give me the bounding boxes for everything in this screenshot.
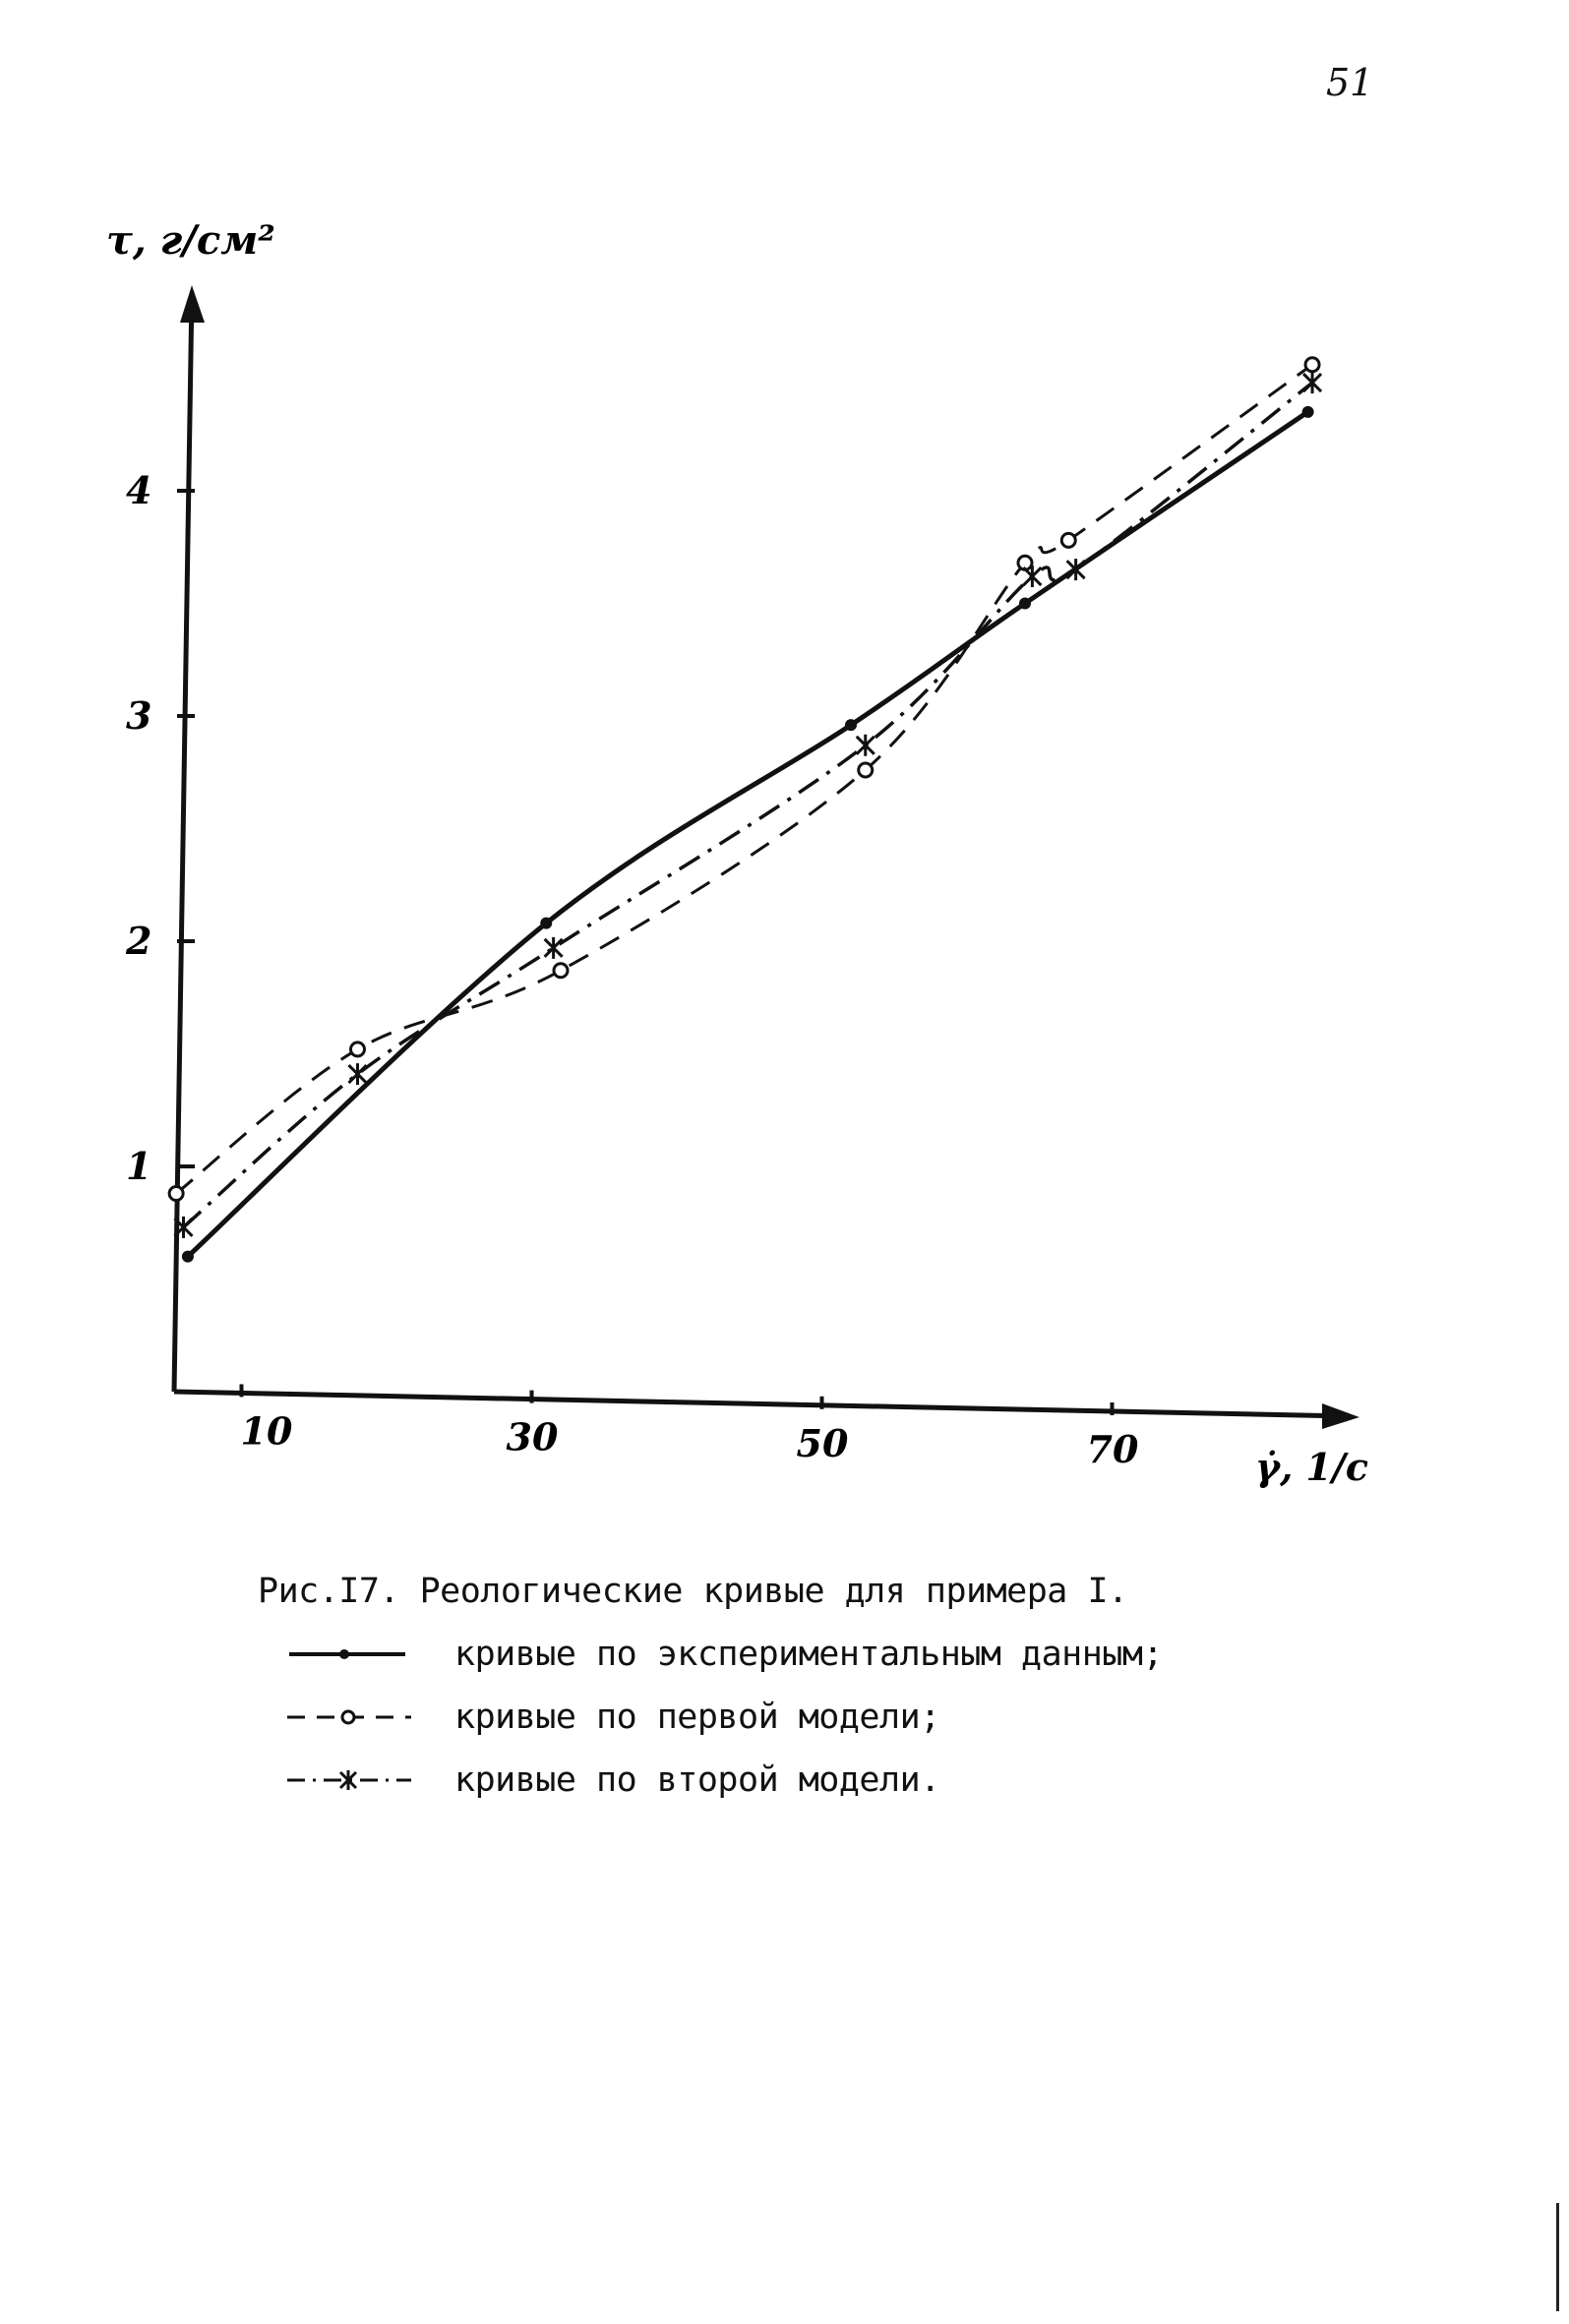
series-line-solid bbox=[188, 412, 1308, 1257]
legend-dashed-sample bbox=[277, 1694, 435, 1743]
axes bbox=[174, 285, 1359, 1429]
data-point-filled-dot bbox=[1302, 406, 1314, 418]
page-number: 51 bbox=[1326, 61, 1374, 104]
x-axis-arrow bbox=[1322, 1403, 1359, 1429]
data-point-filled-dot bbox=[540, 918, 552, 929]
legend-solid-sample bbox=[277, 1631, 435, 1680]
data-point-open-circle bbox=[1061, 533, 1075, 547]
data-point-filled-dot bbox=[845, 719, 857, 731]
x-tick-label: 10 bbox=[240, 1408, 293, 1454]
legend-item-second-model bbox=[277, 1757, 1163, 1806]
legend-label: кривые по экспериментальным данным; bbox=[454, 1635, 1164, 1674]
data-point-open-circle bbox=[351, 1043, 365, 1056]
y-tick-label: 4 bbox=[126, 468, 152, 512]
y-tick-label: 3 bbox=[126, 693, 152, 738]
data-point-star bbox=[1023, 566, 1041, 587]
x-axis bbox=[174, 1392, 1348, 1416]
data-point-open-circle bbox=[554, 964, 568, 978]
y-axis-arrow bbox=[180, 285, 205, 323]
data-point-star bbox=[349, 1063, 367, 1085]
data-point-open-circle bbox=[169, 1186, 183, 1200]
x-tick-label: 70 bbox=[1086, 1426, 1139, 1471]
x-tick-label: 50 bbox=[796, 1420, 849, 1465]
y-tick-label: 1 bbox=[126, 1144, 152, 1188]
data-point-star bbox=[545, 937, 563, 959]
legend-item-first-model bbox=[277, 1694, 1163, 1743]
y-tick-label: 2 bbox=[126, 919, 152, 963]
x-tick-label: 30 bbox=[506, 1414, 559, 1460]
data-point-filled-dot bbox=[182, 1251, 194, 1263]
x-axis-label: γ̇, 1/с bbox=[1255, 1445, 1369, 1489]
figure-caption: Рис.I7. Реологические кривые для примера I. bbox=[258, 1572, 1128, 1611]
data-point-star bbox=[1067, 559, 1085, 580]
legend-label: кривые по первой модели; bbox=[454, 1698, 940, 1737]
series-layer bbox=[169, 358, 1321, 1263]
margin-mark bbox=[1556, 2203, 1559, 2311]
data-point-star bbox=[1303, 372, 1321, 393]
legend-item-experimental bbox=[277, 1631, 1163, 1680]
data-point-star bbox=[857, 735, 875, 756]
legend-label: кривые по второй модели. bbox=[454, 1760, 940, 1800]
data-point-open-circle bbox=[859, 763, 873, 777]
series-line-dashed bbox=[176, 365, 1312, 1194]
data-point-filled-dot bbox=[1019, 598, 1031, 610]
legend-dashdot-sample bbox=[277, 1757, 435, 1806]
y-axis-label: τ, г/см² bbox=[106, 217, 275, 264]
data-point-open-circle bbox=[1305, 358, 1319, 372]
